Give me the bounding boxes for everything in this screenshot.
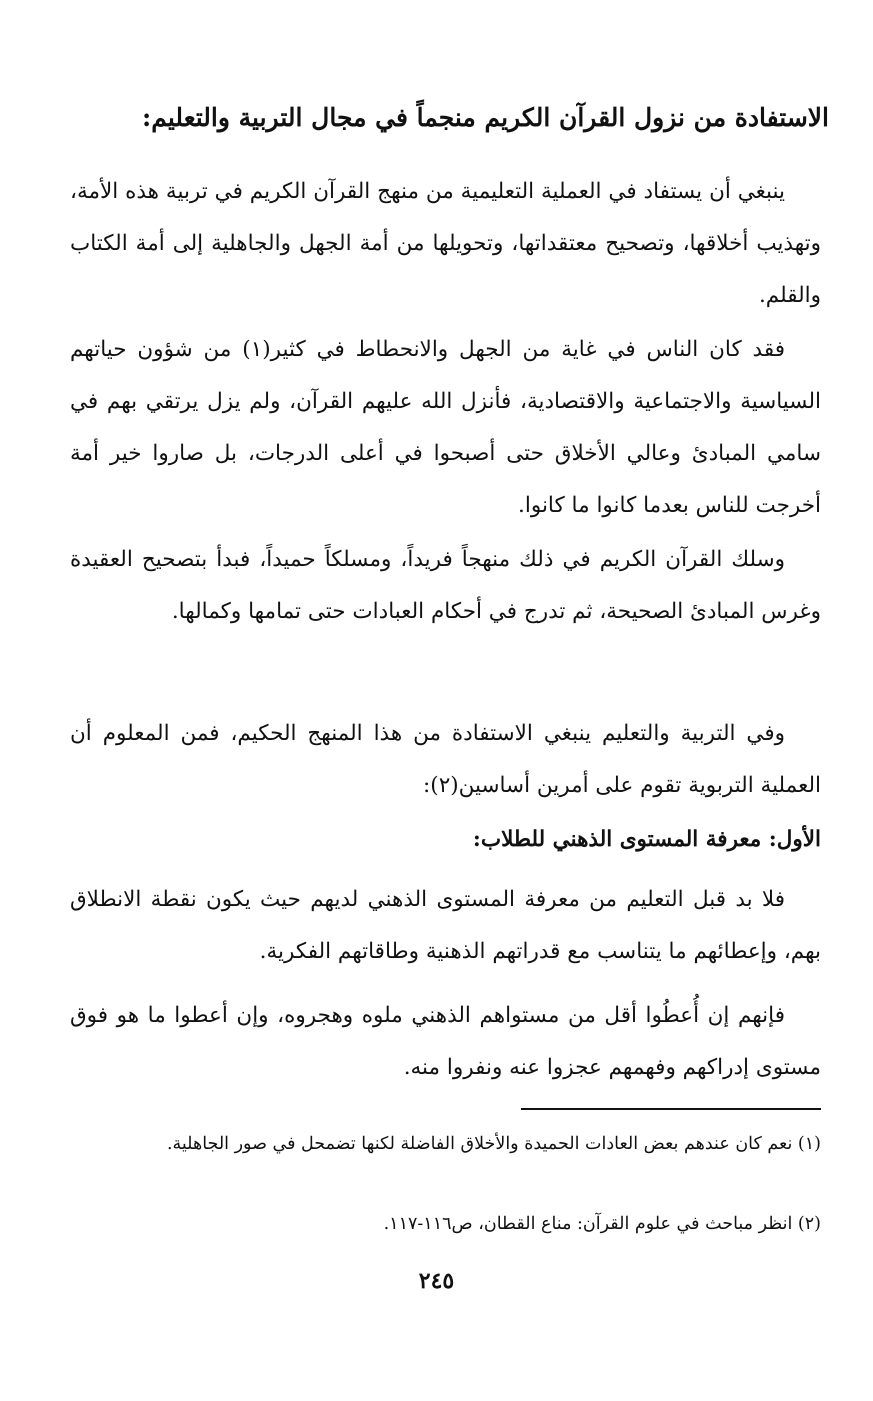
footnote-separator <box>521 1108 821 1110</box>
subheading-first-principle: الأول: معرفة المستوى الذهني للطلاب: <box>472 827 821 852</box>
section-heading: الاستفادة من نزول القرآن الكريم منجماً في مجال التربية والتعليم: <box>142 103 829 132</box>
paragraph-method: وسلك القرآن الكريم في ذلك منهجاً فريداً، ومسلكاً حميداً، فبدأ بتصحيح العقيدة وغرس المبادئ الصحيحة، ثم تدرج في أحكام العبادات حتى تمامها وكمالها. <box>70 547 821 624</box>
footnote-2: (٢) انظر مباحث في علوم القرآن: مناع القطان، ص١١٦-١١٧. <box>383 1214 821 1234</box>
paragraph-education: وفي التربية والتعليم ينبغي الاستفادة من هذا المنهج الحكيم، فمن المعلوم أن العملية التربوية تقوم على أمرين أساسين(٢): <box>70 721 821 798</box>
paragraph-mental-level: فلا بد قبل التعليم من معرفة المستوى الذهني لديهم حيث يكون نقطة الانطلاق بهم، وإعطائهم ما يتناسب مع قدراتهم الذهنية وطاقاتهم الفكرية. <box>70 887 821 964</box>
paragraph-history: فقد كان الناس في غاية من الجهل والانحطاط في كثير(١) من شؤون حياتهم السياسية والاجتماعية والاقتصادية، فأنزل الله عليهم القرآن، ولم يزل يرتقي بهم في سامي المبادئ وعالي الأخلاق حتى أصبحوا في أعلى الدرجات، بل صاروا خير أمة أخرجت للناس بعدما كانوا ما كانوا. <box>70 337 821 518</box>
paragraph-intro: ينبغي أن يستفاد في العملية التعليمية من منهج القرآن الكريم في تربية هذه الأمة، وتهذيب أخلاقها، وتصحيح معتقداتها، وتحويلها من أمة الجهل والجاهلية إلى أمة الكتاب والقلم. <box>70 179 821 308</box>
footnote-1: (١) نعم كان عندهم بعض العادات الحميدة والأخلاق الفاضلة لكنها تضمحل في صور الجاهلية. <box>166 1134 821 1154</box>
page-number: ٢٤٥ <box>418 1268 455 1294</box>
paragraph-consequence: فإنهم إن أُعطُوا أقل من مستواهم الذهني ملوه وهجروه، وإن أعطوا ما هو فوق مستوى إدراكهم وفهمهم عجزوا عنه ونفروا منه. <box>70 1003 821 1080</box>
